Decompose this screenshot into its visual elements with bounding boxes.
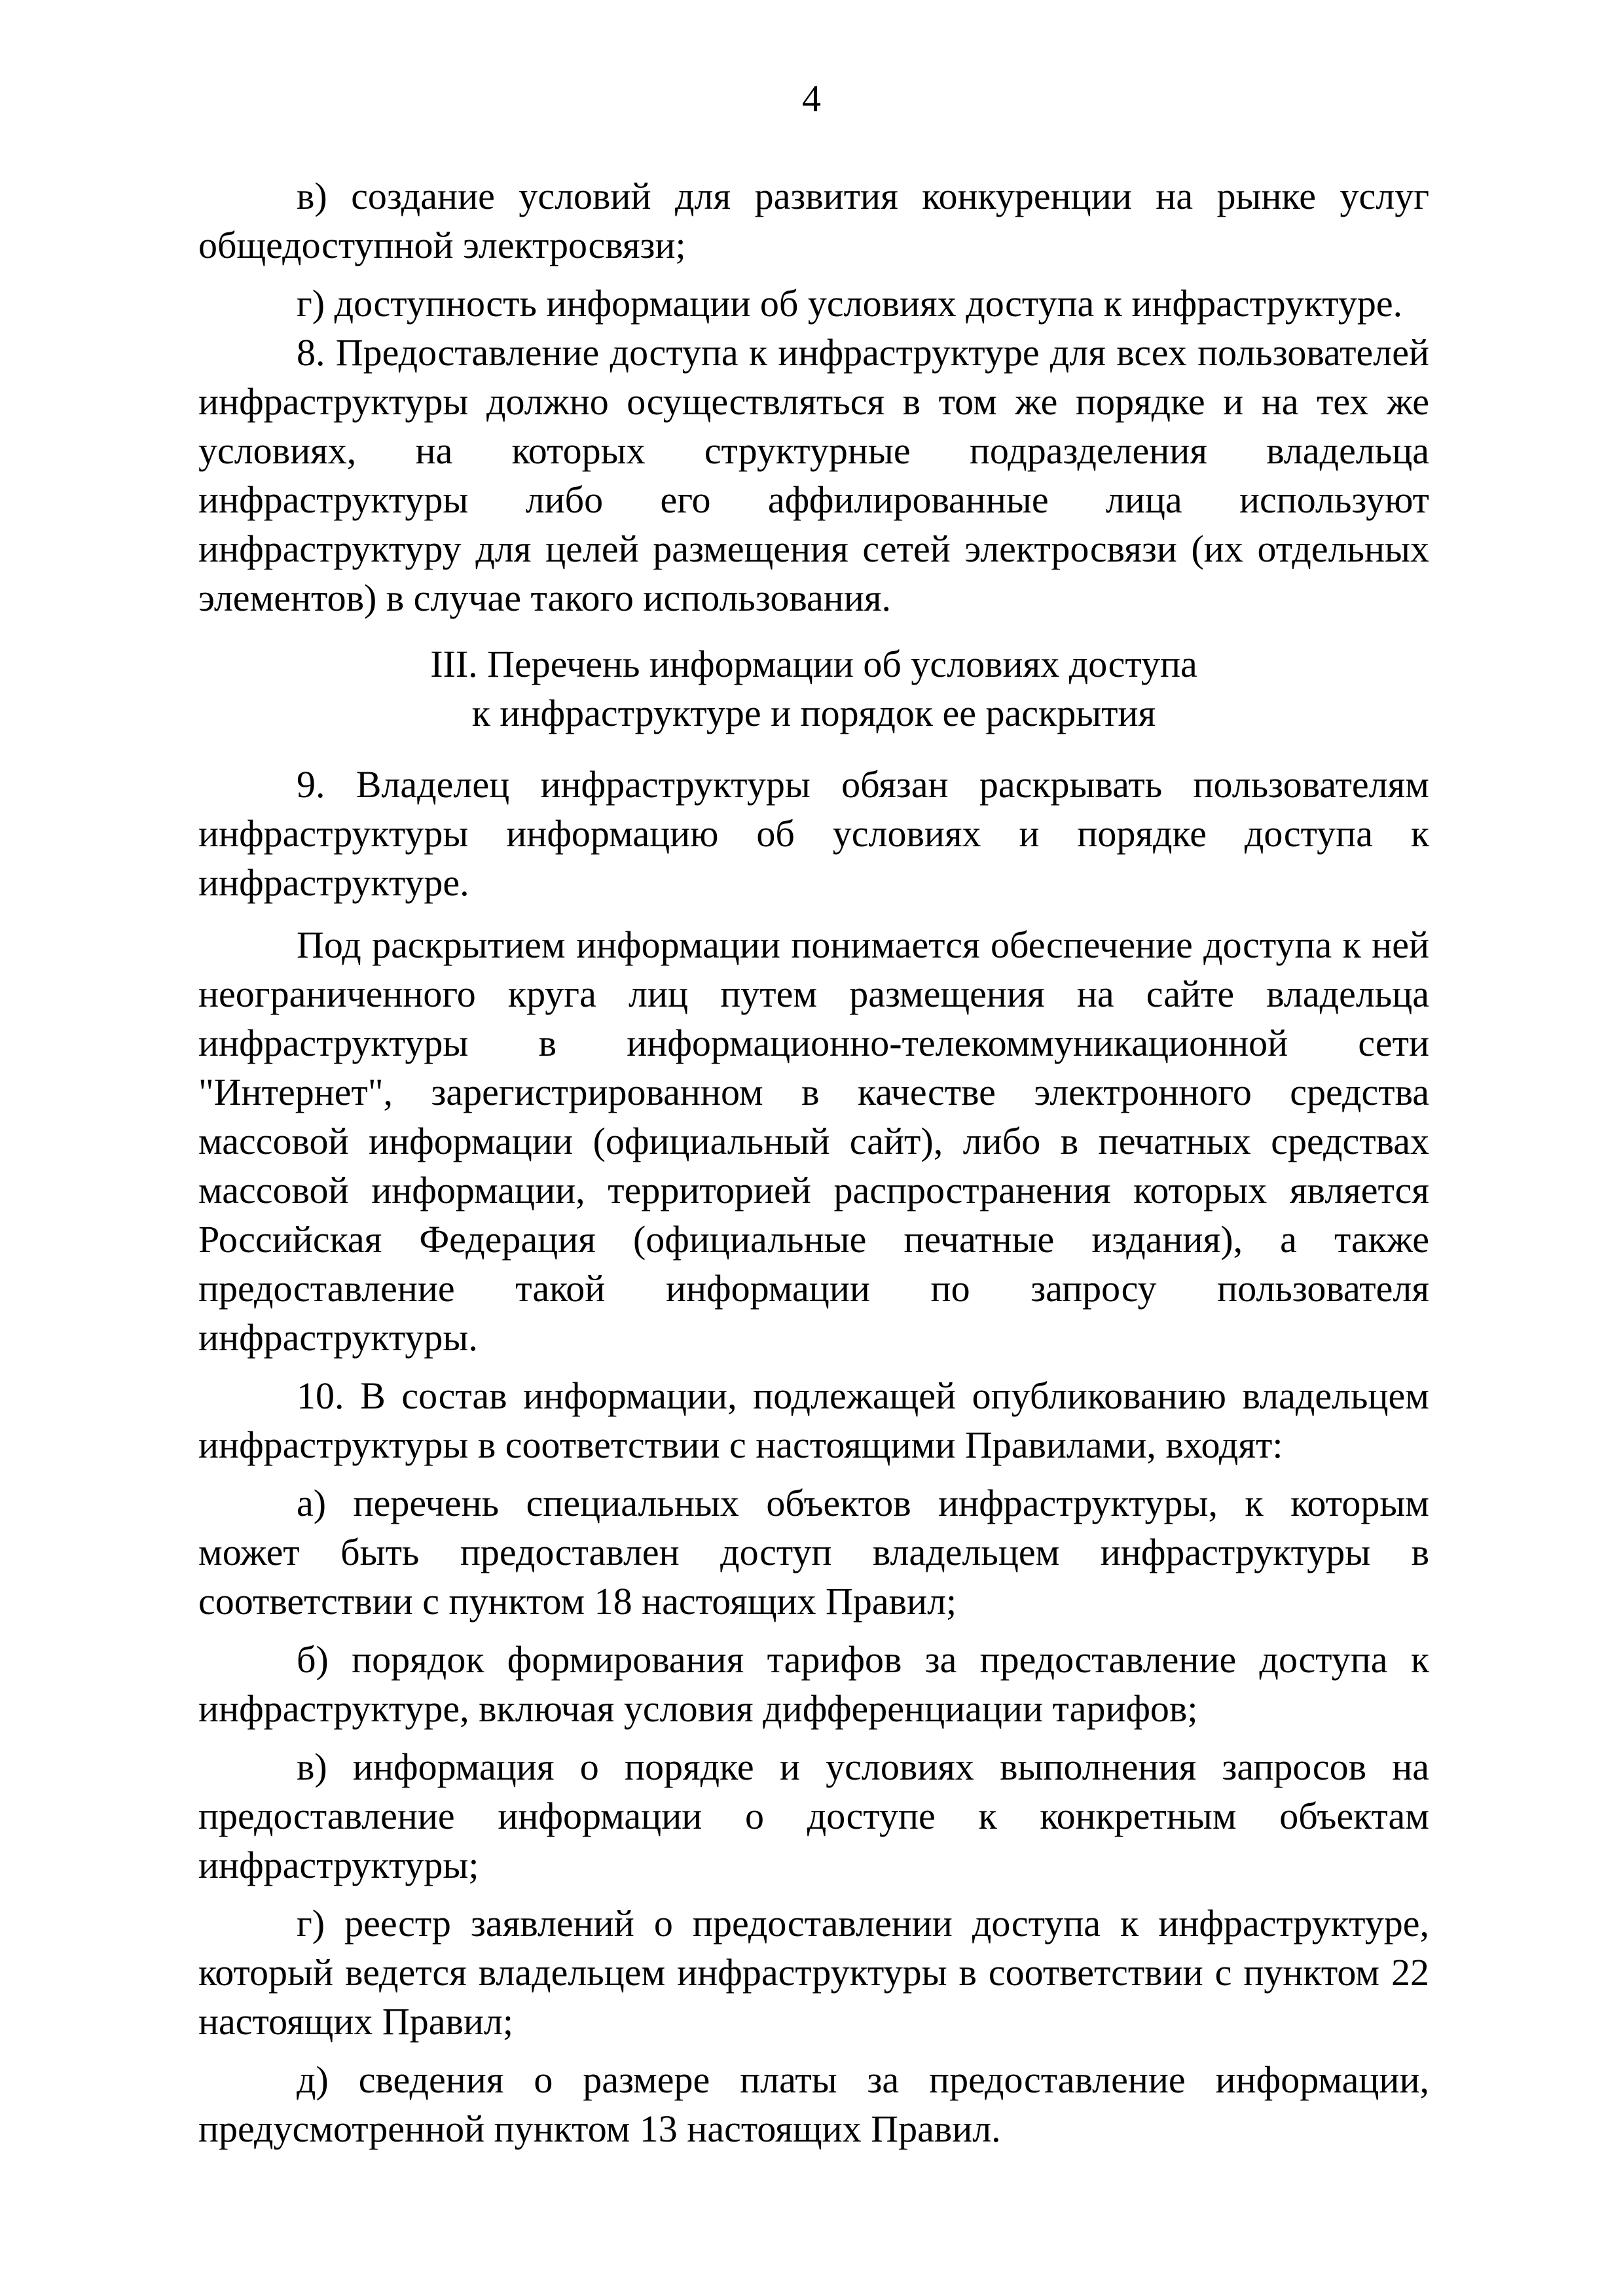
section-heading <box>198 639 1429 738</box>
paragraph-v-requests: в) информация о порядке и условиях выполнения запросов на предоставление информации о доступе к конкретным объектам инфраструктуры; <box>198 1746 1429 1886</box>
paragraph-9-owner-obligation: 9. Владелец инфраструктуры обязан раскрывать пользователям инфраструктуры информацию об условиях и порядке доступа к инфраструктуре. <box>198 763 1429 904</box>
page-number: 4 <box>802 77 821 120</box>
paragraph-a-objects-list: а) перечень специальных объектов инфраструктуры, к которым может быть предоставлен доступ владельцем инфраструктуры в соответствии с пунктом 18 настоящих Правил; <box>198 1482 1429 1623</box>
section-heading-line-1: III. Перечень информации об условиях доступа <box>430 643 1197 685</box>
paragraph-8-access: 8. Предоставление доступа к инфраструктуре для всех пользователей инфраструктуры должно осуществляться в том же порядке и на тех же условиях, на которых структурные подразделения владельца инфраструктуры либо его аффилированные лица используют инфраструктуру для целей размещения сетей электросвязи (их отдельных элементов) в случае такого использования. <box>198 331 1429 619</box>
paragraph-disclosure-definition: Под раскрытием информации понимается обеспечение доступа к ней неограниченного круга лиц путем размещения на сайте владельца инфраструктуры в информационно-телекоммуникационной сети "Интернет", зарегистрированном в качестве электронного средства массовой информации (официальный сайт), либо в печатных средствах массовой информации, территорией распространения которых является Российская Федерация (официальные печатные издания), а также предоставление такой информации по запросу пользователя инфраструктуры. <box>198 924 1429 1359</box>
paragraph-b-tariffs: б) порядок формирования тарифов за предоставление доступа к инфраструктуре, включая условия дифференциации тарифов; <box>198 1638 1429 1730</box>
document-body <box>198 171 1429 2153</box>
paragraph-10-composition: 10. В состав информации, подлежащей опубликованию владельцем инфраструктуры в соответствии с настоящими Правилами, входят: <box>198 1374 1429 1466</box>
paragraph-v-competition: в) создание условий для развития конкуренции на рынке услуг общедоступной электросвязи; <box>198 175 1429 266</box>
section-heading-line-2: к инфраструктуре и порядок ее раскрытия <box>471 692 1156 734</box>
paragraph-d-fee: д) сведения о размере платы за предоставление информации, предусмотренной пунктом 13 настоящих Правил. <box>198 2058 1429 2150</box>
paragraph-g-registry: г) реестр заявлений о предоставлении доступа к инфраструктуре, который ведется владельцем инфраструктуры в соответствии с пунктом 22 настоящих Правил; <box>198 1902 1429 2043</box>
paragraph-g-availability: г) доступность информации об условиях доступа к инфраструктуре. <box>297 282 1403 325</box>
